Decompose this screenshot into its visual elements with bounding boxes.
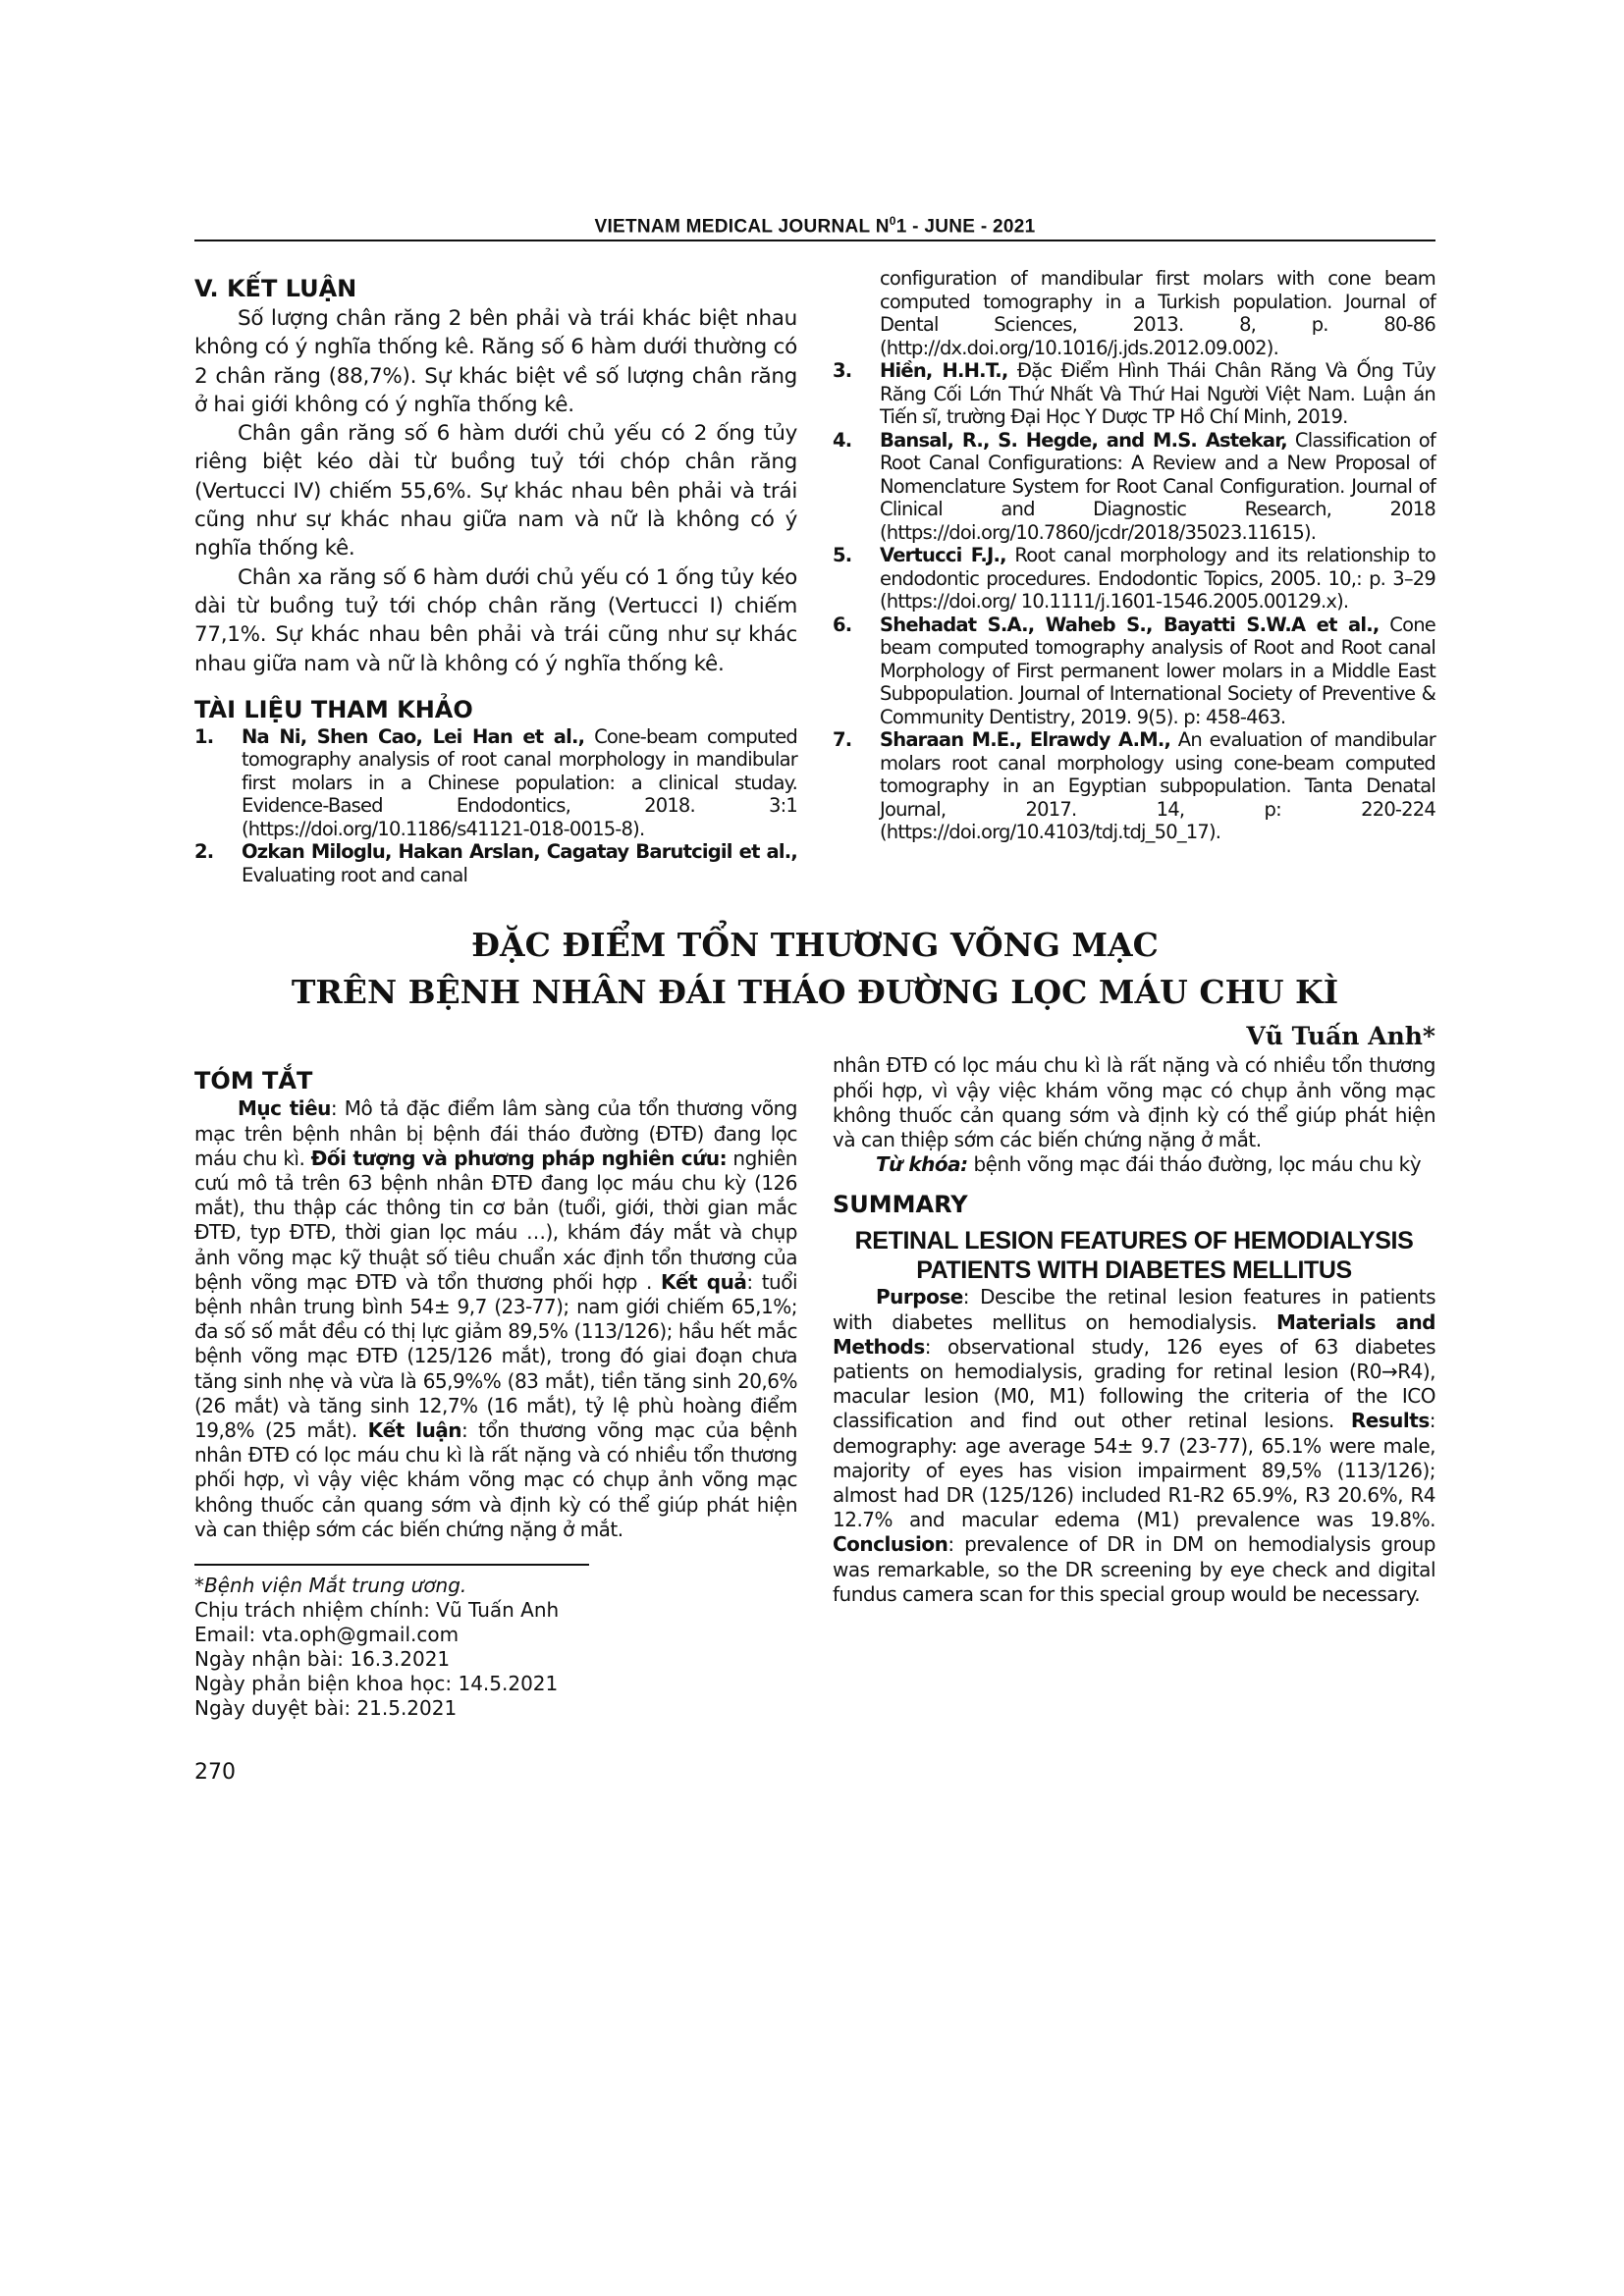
reference-text: Evaluating root and canal	[242, 863, 468, 886]
article-title	[194, 922, 1435, 1016]
abstract-section	[194, 1053, 1435, 1785]
footnote-received: Ngày nhận bài: 16.3.2021	[194, 1647, 451, 1672]
abstract-continuation: nhân ĐTĐ có lọc máu chu kì là rất nặng và có nhiều tổn thương phối hợp, vì vậy việc khám võng mạc có chụp ảnh võng mạc không thuốc cản quang sớm và định kỳ có thể giúp phát hiện và can thiệp sớm các biến chứng nặng ở mắt.	[833, 1053, 1435, 1151]
reference-number: 7.	[833, 728, 852, 751]
reference-authors: Sharaan M.E., Elrawdy A.M.,	[880, 728, 1171, 751]
abstract-text: nghiên cưú mô tả trên 63 bệnh nhân ĐTĐ đang lọc máu chu kỳ (126 mắt), thu thập các thông tin cơ bản (tuổi, giới, thời gian mắc ĐTĐ, typ ĐTĐ, thời gian lọc máu …), khám đáy mắt và chụp ảnh võng mạc kỹ thuật số tiêu chuẩn xác định tổn thương của bệnh võng mạc ĐTĐ và tổn thương phối hợp .	[194, 1146, 797, 1294]
prev-article-left-column	[194, 267, 797, 886]
page-number: 270	[194, 1760, 236, 1786]
conclusion-paragraph: Số lượng chân răng 2 bên phải và trái khác biệt nhau không có ý nghĩa thống kê. Răng số 6 hàm dưới thường có 2 chân răng (88,7%). Sự khác biệt về số lượng chân răng ở hai giới không có ý nghĩa thống kê.	[194, 306, 797, 417]
header-rule	[194, 240, 1435, 241]
reference-authors: Shehadat S.A., Waheb S., Bayatti S.W.A et al.,	[880, 613, 1380, 636]
keywords	[833, 1152, 1435, 1177]
summary-title: RETINAL LESION FEATURES OF HEMODIALYSIS PATIENTS WITH DIABETES MELLITUS	[854, 1227, 1414, 1285]
summary-text: : observational study, 126 eyes of 63 diabetes patients on hemodialysis, grading for retinal lesion (R0→R4), macular lesion (M0, M1) following the criteria of the ICO classification and find out other retinal lesions.	[833, 1334, 1435, 1433]
reference-text: Cone-beam computed tomography analysis of root canal morphology in mandibular first molars in a Chinese population: a clinical studay. Evidence-Based Endodontics, 2018. 3:1 (https://doi.org/10.1186/s41121-018-0015-8).	[242, 724, 797, 840]
references-list	[194, 725, 797, 887]
footnote-responsible: Chịu trách nhiệm chính: Vũ Tuấn Anh	[194, 1598, 560, 1623]
abstract-label-results: Kết quả	[660, 1269, 747, 1294]
article-title-line: TRÊN BỆNH NHÂN ĐÁI THÁO ĐƯỜNG LỌC MÁU CHU KÌ	[291, 973, 1339, 1012]
footnote-affiliation: *Bệnh viện Mắt trung ương.	[194, 1574, 467, 1598]
abstract-paragraph	[194, 1096, 797, 1542]
summary-paragraph	[833, 1285, 1435, 1607]
summary-text: : prevalence of DR in DM on hemodialysis group was remarkable, so the DR screening by eye check and digital fundus camera scan for this special group would be necessary.	[833, 1532, 1435, 1606]
footnote-accepted: Ngày duyệt bài: 21.5.2021	[194, 1696, 458, 1721]
article-author: Vũ Tuấn Anh*	[1246, 1022, 1435, 1051]
reference-text: Đặc Điểm Hình Thái Chân Răng Và Ống Tủy Răng Cối Lớn Thứ Nhất Và Thứ Hai Người Việt Nam. Luận án Tiến sĩ, trường Đại Học Y Dược TP Hồ Chí Minh, 2019.	[880, 359, 1435, 428]
reference-authors: Hiền, H.H.T.,	[880, 359, 1008, 382]
footnote-rule	[194, 1564, 589, 1566]
abstract-label-objective: Mục tiêu	[238, 1096, 331, 1121]
summary-label-conclusion: Conclusion	[833, 1532, 948, 1557]
prev-article-right-column	[833, 267, 1435, 844]
reference-number: 2.	[194, 840, 214, 864]
abstract-heading: TÓM TẮT	[194, 1067, 313, 1095]
references-list-continued	[833, 267, 1435, 844]
page-body	[194, 267, 1435, 1785]
reference-text: An evaluation of mandibular molars root canal morphology using cone-beam computed tomography in an Egyptian subpopulation. Tanta Denatal Journal, 2017. 14, p: 220-224 (https://doi.org/10.4103/tdj.tdj_50_17).	[880, 728, 1435, 843]
reference-number: 3.	[833, 359, 852, 382]
running-header	[194, 214, 1435, 238]
reference-text: Root canal morphology and its relationship to endodontic procedures. Endodontic Topics, 2005. 10,: p. 3–29 (https://doi.org/ 10.1111/j.1601-1546.2005.00129.x).	[880, 544, 1435, 613]
reference-authors: Vertucci F.J.,	[880, 544, 1006, 566]
abstract-label-conclusion: Kết luận	[367, 1418, 462, 1442]
reference-item	[833, 728, 1435, 844]
abstract-text: : Mô tả đặc điểm lâm sàng của tổn thương võng mạc trên bệnh nhân bị bệnh đái tháo đường (ĐTĐ) đang lọc máu chu kì.	[194, 1096, 797, 1170]
summary-heading: SUMMARY	[833, 1191, 968, 1219]
conclusion-paragraph: Chân xa răng số 6 hàm dưới chủ yếu có 1 ống tủy kéo dài từ buồng tuỷ tới chóp chân răng (Vertucci I) chiếm 77,1%. Sự khác nhau bên phải và trái cũng như sự khác nhau giữa nam và nữ là không có ý nghĩa thống kê.	[194, 564, 797, 676]
summary-text: : Descibe the retinal lesion features in patients with diabetes mellitus on hemodialysis.	[833, 1285, 1435, 1334]
references-heading: TÀI LIỆU THAM KHẢO	[194, 695, 473, 723]
reference-number: 4.	[833, 428, 852, 452]
reference-item	[833, 544, 1435, 614]
reference-authors: Bansal, R., S. Hegde, and M.S. Astekar,	[880, 428, 1287, 452]
reference-authors: Na Ni, Shen Cao, Lei Han et al.,	[242, 724, 585, 748]
abstract-right-column	[833, 1053, 1435, 1607]
reference-number: 6.	[833, 613, 852, 636]
journal-issue: 1 - JUNE - 2021	[895, 216, 1036, 238]
footnote-reviewed: Ngày phản biện khoa học: 14.5.2021	[194, 1672, 559, 1696]
reference-continuation: configuration of mandibular first molars with cone beam computed tomography in a Turkish population. Journal of Dental Sciences, 2013. 8, p. 80-86 (http://dx.doi.org/10.1016/j.jds.2012.09.002).	[880, 267, 1435, 359]
abstract-text-conclusion: : tổn thương võng mạc của bệnh nhân ĐTĐ có lọc máu chu kì là rất nặng và có nhiều tổn thương phối hợp, vì vậy việc khám võng mạc có chụp ảnh võng mạc không thuốc cản quang sớm và định kỳ có thể giúp phát hiện và can thiệp sớm các biến chứng nặng ở mắt.	[194, 1418, 797, 1541]
prev-article-section	[194, 267, 1435, 886]
summary-label-purpose: Purpose	[876, 1285, 963, 1309]
reference-text: Classification of Root Canal Configurations: A Review and a New Proposal of Nomenclature System for Root Canal Configuration. Journal of Clinical and Diagnostic Research, 2018 (https://doi.org/10.7860/jcdr/2018/35023.11615).	[880, 428, 1435, 544]
reference-item	[833, 429, 1435, 545]
abstract-text: : tuổi bệnh nhân trung bình 54± 9,7 (23-77); nam giới chiếm 65,1%; đa số số mắt đều có thị lực giảm 89,5% (113/126); hầu hết mắc bệnh võng mạc ĐTĐ (125/126 mắt), trong đó giai đoạn chưa tăng sinh nhẹ và vừa là 65,9%% (83 mắt), tiền tăng sinh 20,6% (26 mắt) và tăng sinh 12,7% (16 mắt), tỷ lệ phù hoàng điểm 19,8% (25 mắt).	[194, 1269, 798, 1442]
reference-item	[194, 725, 797, 841]
article-title-line: ĐẶC ĐIỂM TỔN THƯƠNG VÕNG MẠC	[471, 926, 1159, 965]
keywords-text: bệnh võng mạc đái tháo đường, lọc máu chu kỳ	[967, 1152, 1422, 1177]
reference-authors: Ozkan Miloglu, Hakan Arslan, Cagatay Barutcigil et al.,	[242, 840, 797, 864]
journal-number-sup: 0	[889, 214, 896, 228]
reference-item	[194, 840, 797, 886]
reference-number: 1.	[194, 724, 214, 748]
reference-item	[833, 614, 1435, 729]
conclusion-heading: V. KẾT LUẬN	[194, 275, 357, 302]
summary-label-methods: Materials and Methods	[833, 1309, 1436, 1359]
summary-text: : demography: age average 54± 9.7 (23-77), 65.1% were male, majority of eyes has vision impairment 89,5% (113/126); almost had DR (125/126) included R1-R2 65.9%, R3 20.6%, R4 12.7% and macular edema (M1) prevalence was 19.8%.	[833, 1409, 1435, 1532]
keywords-label: Từ khóa:	[876, 1152, 968, 1177]
conclusion-paragraph: Chân gần răng số 6 hàm dưới chủ yếu có 2 ống tủy riêng biệt kéo dài từ buồng tuỷ tới chóp chân răng (Vertucci IV) chiếm 55,6%. Sự khác nhau bên phải và trái cũng như sự khác nhau giữa nam và nữ là không có ý nghĩa thống kê.	[194, 421, 797, 561]
reference-number: 5.	[833, 544, 852, 566]
footnote	[194, 1574, 797, 1721]
journal-name: VIETNAM MEDICAL JOURNAL N	[594, 216, 890, 238]
abstract-left-column	[194, 1053, 797, 1785]
footnote-email: Email: vta.oph@gmail.com	[194, 1623, 460, 1647]
reference-text: Cone beam computed tomography analysis of Root and Root canal Morphology of First permanent lower molars in a Middle East Subpopulation. Journal of International Society of Preventive & Community Dentistry, 2019. 9(5). p: 458-463.	[880, 613, 1435, 728]
reference-item	[833, 359, 1435, 429]
abstract-label-methods: Đối tượng và phương pháp nghiên cứu:	[310, 1146, 728, 1170]
summary-label-results: Results	[1350, 1409, 1430, 1433]
